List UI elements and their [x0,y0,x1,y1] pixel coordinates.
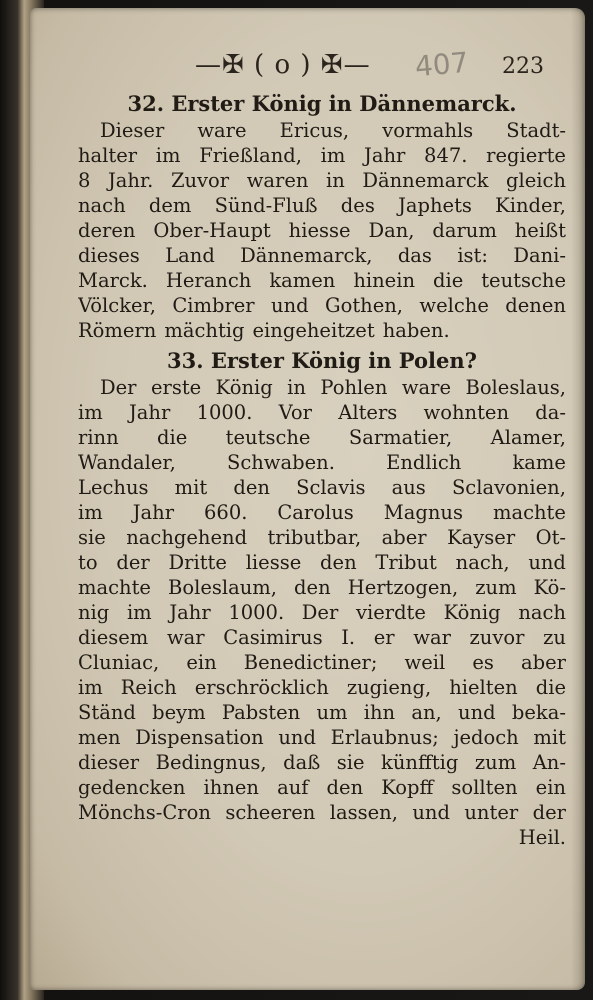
word: Jahr. [107,169,154,192]
word: Casimirus [223,626,323,649]
word: waren [246,169,309,192]
word: ist: [457,244,488,267]
word: Gothen, [325,294,404,317]
text-line [78,425,566,450]
word: und [271,294,309,317]
word: er [373,626,395,649]
text-line [78,375,566,400]
word: Boleslaus, [465,376,566,399]
word: vormahls [382,119,474,142]
text-line [78,243,566,268]
word: I. [341,626,356,649]
text-line [78,218,566,243]
word: Vor [278,401,312,424]
word: unter [464,801,519,824]
word: Japhets [398,194,472,217]
word: jedoch [453,726,519,749]
word: 1000. [196,401,253,424]
word: Marck. [78,269,148,292]
word: Römern [78,319,157,342]
text-line [78,143,566,168]
word: dieser [78,751,140,774]
text-line [78,168,566,193]
text-line [78,775,566,800]
word: Jahr [132,501,175,524]
text-line [78,318,566,343]
text-line [78,650,566,675]
pencil-annotation: 407 [413,45,470,84]
word: beka- [511,701,566,724]
word: ein [186,651,217,674]
word: Land [165,244,215,267]
header-ornament: —✠ ( o ) ✠— [195,50,371,80]
page-edge-shadow [571,8,585,990]
word: der [532,801,566,824]
word: da- [535,401,566,424]
word: beym [152,701,206,724]
word: den [320,551,357,574]
word: im [78,676,103,699]
word: regierte [486,144,566,167]
catchword: Heil. [518,826,566,849]
word: zum [475,576,517,599]
word: 1000. [228,601,285,624]
word: wohnten [423,401,510,424]
word: Ot- [535,526,566,549]
word: zugieng, [346,676,432,699]
word: heißt [514,219,566,242]
word: in [326,169,345,192]
word: tributbar, [267,526,362,549]
word: kamen [269,269,336,292]
word: Dani- [513,244,566,267]
word: Sünd-Fluß [214,194,318,217]
word: Dan, [368,219,415,242]
word: Dritte [168,551,227,574]
word: Cluniac, [78,651,160,674]
word: mächtig [164,319,245,342]
word: war [166,626,205,649]
word: König [215,376,273,399]
text-line [78,400,566,425]
word: zu [543,626,566,649]
word: machte [78,576,151,599]
word: die [432,269,464,292]
word: men [78,726,121,749]
word: dieses [78,244,140,267]
text-line [78,268,566,293]
word: es [472,651,494,674]
word: Völcker, [78,294,156,317]
word: Alamer, [490,426,566,449]
word: ware [401,376,452,399]
word: das [397,244,432,267]
page-body [78,90,566,850]
word: Dieser [100,119,165,142]
word: mit [174,476,208,499]
word: den [326,776,364,799]
word: Jahr [128,401,171,424]
word: erschröcklich [194,676,329,699]
word: haben. [382,319,450,342]
word: Sarmatier, [348,426,453,449]
word: im [78,401,103,424]
word: Magnus [383,501,463,524]
word: ware [197,119,247,142]
word: den [233,476,270,499]
word: und [278,726,316,749]
word: mit [533,726,566,749]
word: teutsche [481,269,566,292]
text-line [78,550,566,575]
text-line [78,575,566,600]
word: liesse [245,551,302,574]
word: Erlaubnus; [330,726,439,749]
word: Kayser [447,526,516,549]
page-sheet [30,8,585,990]
word: zuvor [469,626,525,649]
text-line [78,800,566,825]
word: Reich [120,676,177,699]
word: Pabsten [221,701,301,724]
text-line [78,750,566,775]
word: König [443,601,501,624]
word: an, [411,701,442,724]
word: Lechus [78,476,149,499]
word: Kinder, [495,194,566,217]
word: 8 [78,169,91,192]
word: Benedictiner; [243,651,378,674]
word: aber [381,526,427,549]
word: Alters [338,401,398,424]
text-line [78,118,566,143]
word: hiesse [288,219,351,242]
word: Ericus, [279,119,350,142]
section-2 [78,347,566,850]
word: im [126,601,152,624]
word: erste [150,376,202,399]
text-line [78,193,566,218]
section-1 [78,90,566,343]
word: Frießland, [199,144,302,167]
word: in [287,376,306,399]
word: Kopff [381,776,434,799]
text-line [78,293,566,318]
word: Heranch [165,269,252,292]
text-line [78,675,566,700]
text-line [78,475,566,500]
word: zum [474,751,517,774]
word: Endlich [386,451,462,474]
word: im [78,501,103,524]
section-heading: 33. Erster König in Polen? [167,348,477,373]
word: rinn [78,426,119,449]
word: ein [535,776,566,799]
word: eingeheitzet [252,319,375,342]
page-header [30,46,585,86]
text-line [78,600,566,625]
text-line [78,725,566,750]
word: und [458,701,496,724]
word: und [412,801,450,824]
word: Der [100,376,137,399]
word: teutsche [225,426,311,449]
word: Dännemarck [362,169,489,192]
word: Zuvor [170,169,230,192]
word: Tribut [375,551,437,574]
word: An- [532,751,566,774]
word: Schwaben. [226,451,335,474]
word: der [116,551,150,574]
word: Der [301,601,339,624]
word: scheeren [225,801,316,824]
word: den [294,576,331,599]
word: Cimbrer [172,294,255,317]
section-heading: 32. Erster König in Dännemarck. [127,91,517,116]
word: Dispensation [135,726,264,749]
word: sie [78,526,106,549]
page-number: 223 [502,54,544,79]
word: Jahr [169,601,211,624]
word: to [78,551,98,574]
word: denen [505,294,566,317]
word: im [155,144,181,167]
word: Dännemarck, [240,244,373,267]
word: um [316,701,348,724]
word: daß [283,751,321,774]
word: war [413,626,451,649]
word: gleich [506,169,566,192]
word: und [528,551,566,574]
word: lassen, [329,801,398,824]
word: die [535,676,566,699]
word: sollten [451,776,518,799]
word: Mönchs-Cron [78,801,211,824]
word: 847. [424,144,468,167]
word: dem [148,194,192,217]
word: auf [277,776,309,799]
word: Jahr [364,144,406,167]
word: aus [391,476,426,499]
word: Bedingnus, [155,751,267,774]
word: Boleslaum, [168,576,277,599]
word: nig [78,601,110,624]
word: nach [78,194,126,217]
text-line [78,700,566,725]
word: Hertzogen, [347,576,459,599]
word: Pohlen [320,376,388,399]
word: sie [336,751,365,774]
word: Sclavis [296,476,366,499]
word: Wandaler, [78,451,176,474]
word: hielten [449,676,518,699]
word: im [320,144,346,167]
word: machte [492,501,566,524]
word: Carolus [277,501,354,524]
word: halter [78,144,138,167]
word: 660. [204,501,248,524]
word: ihn [363,701,396,724]
word: Kö- [533,576,566,599]
word: vierdte [355,601,426,624]
word: aber [520,651,566,674]
word: die [157,426,188,449]
text-line [78,450,566,475]
word: welche [419,294,489,317]
word: Ober-Haupt [153,219,271,242]
text-line [78,525,566,550]
text-line [78,625,566,650]
word: diesem [78,626,149,649]
word: Stadt- [506,119,566,142]
word: nach [518,601,566,624]
word: Sclavonien, [451,476,566,499]
text-line [78,500,566,525]
word: Ständ [78,701,136,724]
word: ihnen [203,776,259,799]
word: künfftig [381,751,459,774]
word: kame [512,451,566,474]
word: nach, [455,551,510,574]
word: gedencken [78,776,186,799]
word: deren [78,219,136,242]
word: nachgehend [126,526,248,549]
word: des [340,194,375,217]
word: darum [432,219,497,242]
word: hinein [353,269,416,292]
word: weil [404,651,446,674]
